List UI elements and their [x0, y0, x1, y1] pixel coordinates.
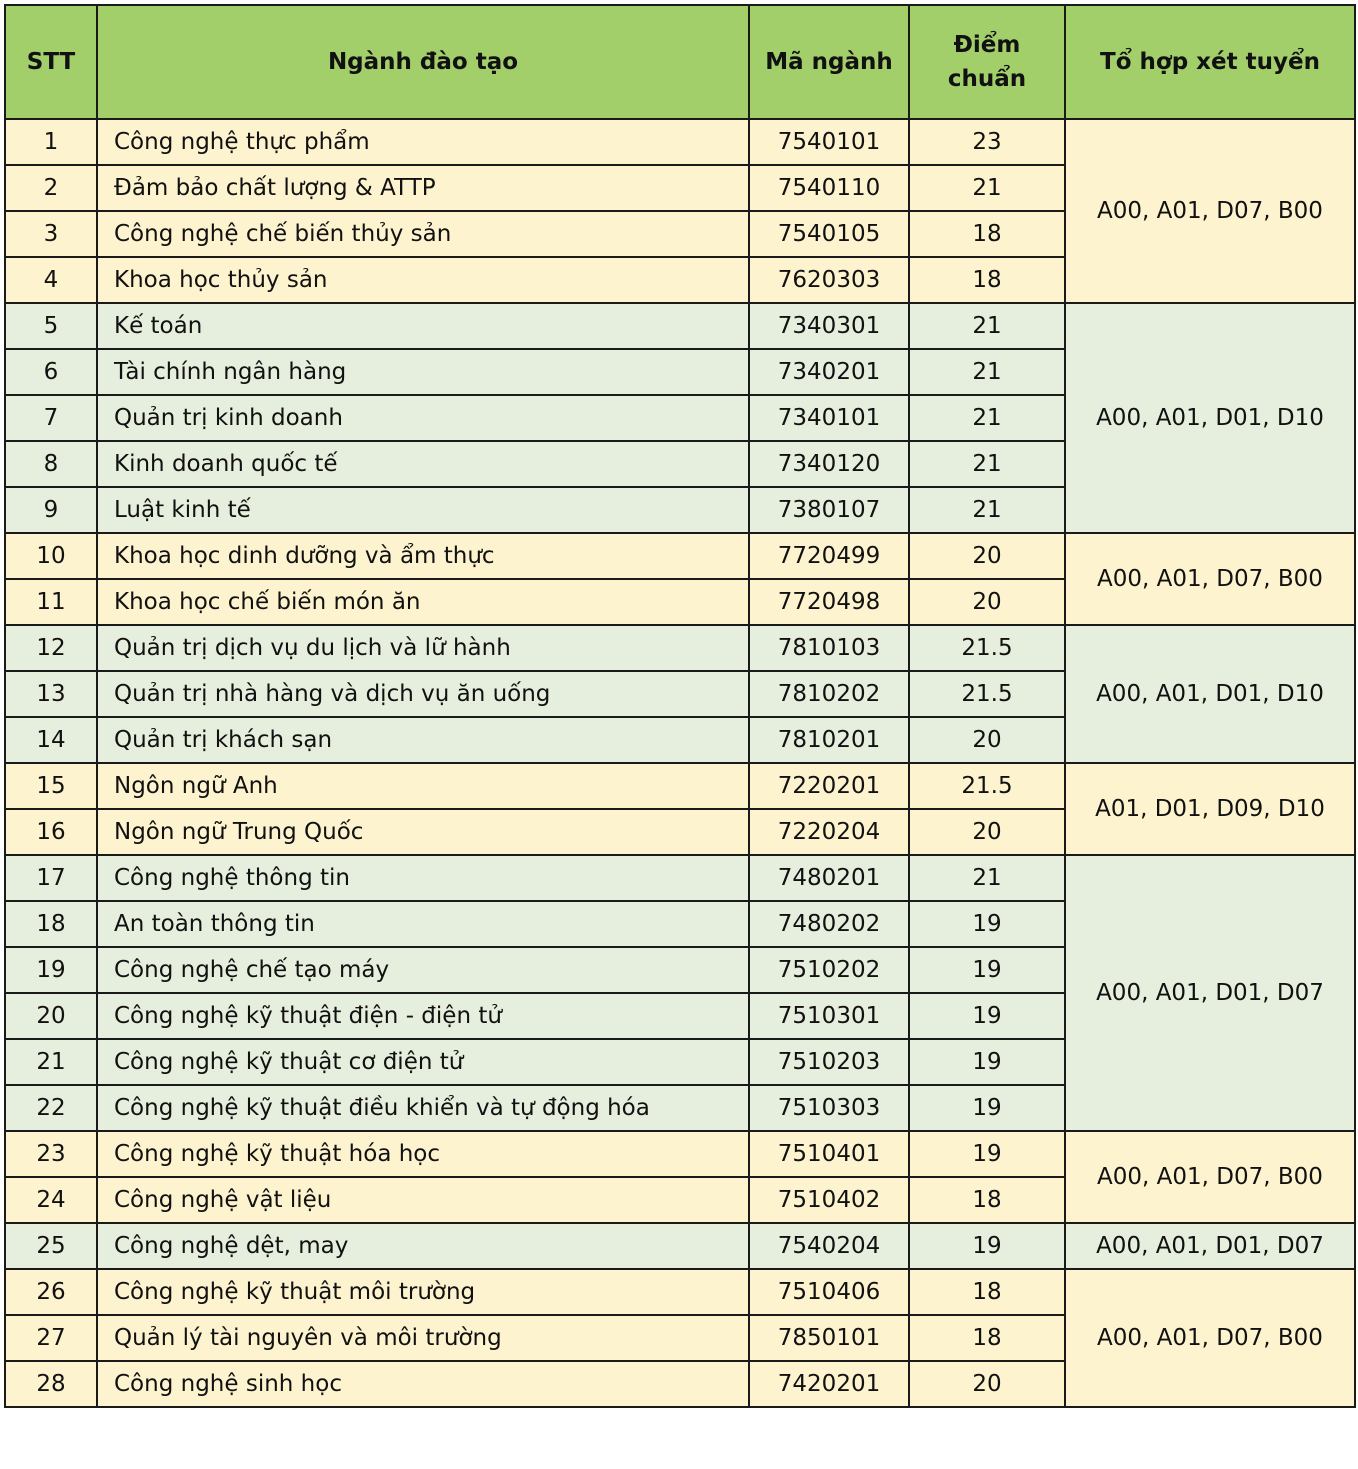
code-cell: 7720499 [749, 533, 909, 579]
score-cell: 21 [909, 349, 1065, 395]
score-cell: 23 [909, 119, 1065, 165]
score-cell: 18 [909, 1177, 1065, 1223]
table-row [5, 119, 1355, 165]
combo-cell: A00, A01, D07, B00 [1065, 1269, 1355, 1407]
score-cell: 20 [909, 579, 1065, 625]
score-cell: 21.5 [909, 671, 1065, 717]
combo-cell: A00, A01, D01, D10 [1065, 303, 1355, 533]
code-cell: 7540101 [749, 119, 909, 165]
major-cell: Công nghệ kỹ thuật điện - điện tử [97, 993, 749, 1039]
header-score-line1: Điểm [953, 31, 1021, 58]
code-cell: 7340120 [749, 441, 909, 487]
major-cell: Quản trị kinh doanh [97, 395, 749, 441]
score-cell: 21 [909, 303, 1065, 349]
score-cell: 20 [909, 1361, 1065, 1407]
header-score [909, 5, 1065, 119]
major-cell: Công nghệ kỹ thuật môi trường [97, 1269, 749, 1315]
score-cell: 19 [909, 947, 1065, 993]
major-cell: Công nghệ chế tạo máy [97, 947, 749, 993]
table-row [5, 763, 1355, 809]
score-cell: 20 [909, 717, 1065, 763]
score-cell: 19 [909, 901, 1065, 947]
code-cell: 7480201 [749, 855, 909, 901]
major-cell: An toàn thông tin [97, 901, 749, 947]
major-cell: Công nghệ kỹ thuật cơ điện tử [97, 1039, 749, 1085]
stt-cell: 11 [5, 579, 97, 625]
code-cell: 7810201 [749, 717, 909, 763]
code-cell: 7720498 [749, 579, 909, 625]
combo-cell: A00, A01, D01, D07 [1065, 1223, 1355, 1269]
stt-cell: 26 [5, 1269, 97, 1315]
score-cell: 21 [909, 441, 1065, 487]
score-cell: 19 [909, 1223, 1065, 1269]
stt-cell: 12 [5, 625, 97, 671]
score-cell: 21 [909, 165, 1065, 211]
major-cell: Kế toán [97, 303, 749, 349]
major-cell: Công nghệ chế biến thủy sản [97, 211, 749, 257]
stt-cell: 10 [5, 533, 97, 579]
score-cell: 18 [909, 1269, 1065, 1315]
stt-cell: 21 [5, 1039, 97, 1085]
major-cell: Đảm bảo chất lượng & ATTP [97, 165, 749, 211]
code-cell: 7510406 [749, 1269, 909, 1315]
stt-cell: 27 [5, 1315, 97, 1361]
code-cell: 7220201 [749, 763, 909, 809]
major-cell: Khoa học dinh dưỡng và ẩm thực [97, 533, 749, 579]
stt-cell: 3 [5, 211, 97, 257]
stt-cell: 1 [5, 119, 97, 165]
score-cell: 18 [909, 211, 1065, 257]
header-code: Mã ngành [749, 5, 909, 119]
table-row [5, 1223, 1355, 1269]
score-cell: 18 [909, 1315, 1065, 1361]
score-cell: 21.5 [909, 625, 1065, 671]
code-cell: 7220204 [749, 809, 909, 855]
score-cell: 21.5 [909, 763, 1065, 809]
code-cell: 7810202 [749, 671, 909, 717]
major-cell: Quản lý tài nguyên và môi trường [97, 1315, 749, 1361]
score-cell: 18 [909, 257, 1065, 303]
code-cell: 7620303 [749, 257, 909, 303]
major-cell: Luật kinh tế [97, 487, 749, 533]
score-cell: 20 [909, 809, 1065, 855]
score-cell: 21 [909, 855, 1065, 901]
score-cell: 19 [909, 993, 1065, 1039]
header-stt: STT [5, 5, 97, 119]
stt-cell: 15 [5, 763, 97, 809]
stt-cell: 18 [5, 901, 97, 947]
stt-cell: 6 [5, 349, 97, 395]
major-cell: Quản trị nhà hàng và dịch vụ ăn uống [97, 671, 749, 717]
major-cell: Khoa học thủy sản [97, 257, 749, 303]
combo-cell: A00, A01, D01, D10 [1065, 625, 1355, 763]
code-cell: 7510301 [749, 993, 909, 1039]
stt-cell: 17 [5, 855, 97, 901]
code-cell: 7340201 [749, 349, 909, 395]
code-cell: 7850101 [749, 1315, 909, 1361]
score-cell: 21 [909, 395, 1065, 441]
major-cell: Công nghệ thông tin [97, 855, 749, 901]
stt-cell: 8 [5, 441, 97, 487]
admission-scores-table [4, 4, 1356, 1408]
stt-cell: 7 [5, 395, 97, 441]
major-cell: Ngôn ngữ Trung Quốc [97, 809, 749, 855]
major-cell: Công nghệ sinh học [97, 1361, 749, 1407]
table-row [5, 1131, 1355, 1177]
major-cell: Công nghệ kỹ thuật điều khiển và tự động hóa [97, 1085, 749, 1131]
major-cell: Kinh doanh quốc tế [97, 441, 749, 487]
score-cell: 19 [909, 1039, 1065, 1085]
major-cell: Tài chính ngân hàng [97, 349, 749, 395]
code-cell: 7540110 [749, 165, 909, 211]
table-body [5, 119, 1355, 1407]
stt-cell: 9 [5, 487, 97, 533]
stt-cell: 20 [5, 993, 97, 1039]
stt-cell: 5 [5, 303, 97, 349]
code-cell: 7340101 [749, 395, 909, 441]
table-row [5, 625, 1355, 671]
header-combo: Tổ hợp xét tuyển [1065, 5, 1355, 119]
stt-cell: 24 [5, 1177, 97, 1223]
stt-cell: 2 [5, 165, 97, 211]
table-row [5, 303, 1355, 349]
stt-cell: 22 [5, 1085, 97, 1131]
score-cell: 21 [909, 487, 1065, 533]
code-cell: 7420201 [749, 1361, 909, 1407]
table-row [5, 855, 1355, 901]
stt-cell: 13 [5, 671, 97, 717]
code-cell: 7510202 [749, 947, 909, 993]
code-cell: 7480202 [749, 901, 909, 947]
header-score-line2: chuẩn [947, 66, 1027, 92]
code-cell: 7510303 [749, 1085, 909, 1131]
major-cell: Công nghệ kỹ thuật hóa học [97, 1131, 749, 1177]
code-cell: 7540105 [749, 211, 909, 257]
major-cell: Khoa học chế biến món ăn [97, 579, 749, 625]
combo-cell: A00, A01, D07, B00 [1065, 119, 1355, 303]
stt-cell: 4 [5, 257, 97, 303]
major-cell: Quản trị khách sạn [97, 717, 749, 763]
code-cell: 7510402 [749, 1177, 909, 1223]
header-major: Ngành đào tạo [97, 5, 749, 119]
major-cell: Công nghệ thực phẩm [97, 119, 749, 165]
score-cell: 19 [909, 1085, 1065, 1131]
code-cell: 7510203 [749, 1039, 909, 1085]
combo-cell: A00, A01, D07, B00 [1065, 1131, 1355, 1223]
code-cell: 7810103 [749, 625, 909, 671]
table-row [5, 1269, 1355, 1315]
major-cell: Ngôn ngữ Anh [97, 763, 749, 809]
stt-cell: 14 [5, 717, 97, 763]
stt-cell: 25 [5, 1223, 97, 1269]
stt-cell: 23 [5, 1131, 97, 1177]
code-cell: 7510401 [749, 1131, 909, 1177]
stt-cell: 16 [5, 809, 97, 855]
stt-cell: 28 [5, 1361, 97, 1407]
header-row [5, 5, 1355, 119]
code-cell: 7380107 [749, 487, 909, 533]
combo-cell: A00, A01, D01, D07 [1065, 855, 1355, 1131]
code-cell: 7340301 [749, 303, 909, 349]
score-cell: 19 [909, 1131, 1065, 1177]
major-cell: Công nghệ vật liệu [97, 1177, 749, 1223]
score-cell: 20 [909, 533, 1065, 579]
major-cell: Công nghệ dệt, may [97, 1223, 749, 1269]
code-cell: 7540204 [749, 1223, 909, 1269]
table-row [5, 533, 1355, 579]
major-cell: Quản trị dịch vụ du lịch và lữ hành [97, 625, 749, 671]
combo-cell: A00, A01, D07, B00 [1065, 533, 1355, 625]
stt-cell: 19 [5, 947, 97, 993]
combo-cell: A01, D01, D09, D10 [1065, 763, 1355, 855]
